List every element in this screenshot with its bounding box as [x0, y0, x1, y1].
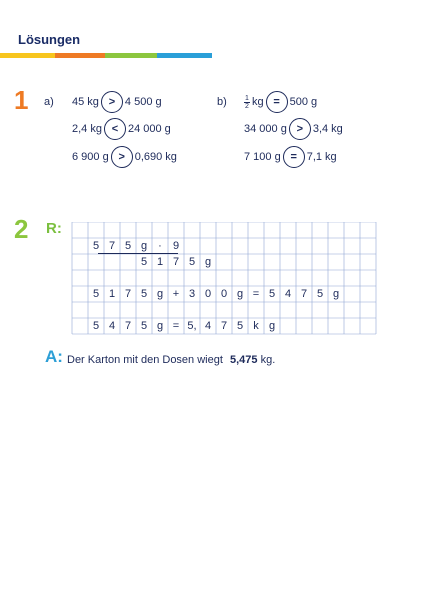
grid-cell: · — [158, 240, 162, 252]
grid-cell: g — [156, 288, 164, 300]
comparison-operator-circle: > — [289, 118, 311, 140]
header-stripe-yellow — [0, 53, 55, 58]
grid-cell: 5 — [140, 256, 148, 268]
grid-cell: 5 — [124, 240, 132, 252]
grid-cell: 7 — [172, 256, 180, 268]
grid-cell: k — [253, 320, 259, 332]
header-stripe-green — [105, 53, 157, 58]
comparison-right: 500 g — [289, 96, 318, 108]
comparison-left: 34 000 g — [244, 123, 287, 135]
comparison-right: 24 000 g — [127, 123, 171, 135]
comparison-right: 3,4 kg — [312, 123, 343, 135]
comparison-operator-circle: < — [104, 118, 126, 140]
calculation-label: R: — [46, 220, 62, 237]
answer-label: A: — [45, 347, 63, 366]
grid-cell: g — [140, 240, 148, 252]
grid-cell: + — [172, 288, 180, 300]
grid-cell: 5, — [187, 320, 197, 332]
grid-cell: 0 — [220, 288, 228, 300]
comparison-operator-circle: = — [266, 91, 288, 113]
grid-cell: = — [252, 288, 260, 300]
header-stripe-orange — [55, 53, 105, 58]
comparison-b2 — [244, 118, 343, 140]
answer-unit: kg. — [260, 354, 276, 366]
grid-cell: 5 — [236, 320, 244, 332]
grid-cell: 5 — [316, 288, 324, 300]
grid-cell: 7 — [108, 240, 116, 252]
grid-cell: 5 — [140, 320, 148, 332]
comparison-right: 7,1 kg — [306, 151, 337, 163]
grid-cell: g — [204, 256, 212, 268]
comparison-a2 — [72, 118, 171, 140]
comparison-a3 — [72, 146, 177, 168]
comparison-left: 45 kg — [72, 96, 99, 108]
task-number-2: 2 — [14, 214, 29, 244]
grid-cell: 5 — [140, 288, 148, 300]
comparison-b3 — [244, 146, 337, 168]
grid-cell: = — [172, 320, 180, 332]
comparison-left: kg — [252, 96, 264, 108]
grid-cell: 4 — [204, 320, 212, 332]
fraction-denominator: 2 — [245, 102, 249, 110]
grid-cell: 0 — [204, 288, 212, 300]
grid-cell: 7 — [220, 320, 228, 332]
subtask-label-a: a) — [44, 96, 54, 108]
grid-cell: 5 — [188, 256, 196, 268]
comparison-left: 6 900 g — [72, 151, 109, 163]
grid-cell: 7 — [124, 288, 132, 300]
comparison-operator-circle: > — [111, 146, 133, 168]
task-number-1: 1 — [14, 85, 29, 115]
header-stripe-blue — [157, 53, 212, 58]
comparison-a1 — [72, 91, 162, 113]
grid-cell: 7 — [124, 320, 132, 332]
subtask-label-b: b) — [217, 96, 227, 108]
answer-value: 5,475 — [229, 354, 258, 366]
comparison-operator-circle: = — [283, 146, 305, 168]
answer-sentence — [67, 354, 275, 366]
grid-cell: 7 — [300, 288, 308, 300]
comparison-left: 2,4 kg — [72, 123, 102, 135]
grid-cell: 3 — [188, 288, 196, 300]
comparison-right: 4 500 g — [124, 96, 162, 108]
fraction-numerator: 1 — [245, 94, 249, 102]
grid-cell: 4 — [108, 320, 116, 332]
grid-cell: g — [268, 320, 276, 332]
answer-text: Der Karton mit den Dosen wiegt — [67, 354, 223, 366]
grid-cell: 5 — [92, 240, 100, 252]
grid-cell: g — [236, 288, 244, 300]
comparison-operator-circle: > — [101, 91, 123, 113]
grid-cell: 5 — [92, 320, 100, 332]
grid-cell: g — [156, 320, 164, 332]
comparison-right: 0,690 kg — [134, 151, 177, 163]
comparison-left: 7 100 g — [244, 151, 281, 163]
fraction — [244, 95, 250, 110]
page-header: Lösungen — [18, 32, 81, 47]
grid-cell: 1 — [156, 256, 164, 268]
grid-cell: 4 — [284, 288, 292, 300]
grid-cell: g — [332, 288, 340, 300]
grid-cell: 5 — [268, 288, 276, 300]
grid-cell: 9 — [172, 240, 180, 252]
grid-cell: 1 — [108, 288, 116, 300]
grid-cell: 5 — [92, 288, 100, 300]
comparison-b1 — [244, 91, 317, 113]
